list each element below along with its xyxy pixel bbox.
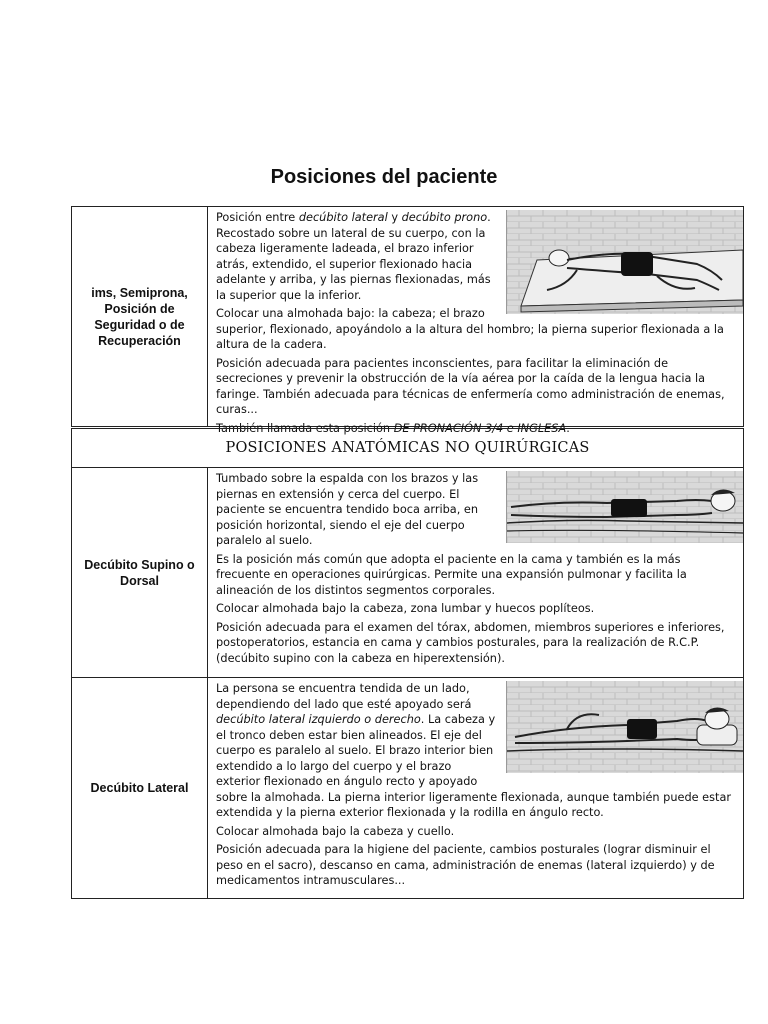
paragraph: Posición adecuada para pacientes inconscientes, para facilitar la eliminación de secreciones y prevenir la obstrucción de la vía aérea por la caída de la lengua hacia la faringe. También adecuada para técnicas de enfermería como administración de enemas, curas...: [216, 356, 725, 416]
illustration-lateral: [506, 681, 743, 773]
emphasis-text: DE PRONACIÓN 3/4 e INGLESA: [393, 421, 567, 435]
text-span: . La cabeza y el tronco deben estar bien alineados. El eje del cuerpo es paralelo al suelo. El brazo interior bien extendido a lo largo del cuerpo y el brazo exterior flexionado en ángulo recto y apoyado sobre la almohada. La pierna interior ligeramente flexionada, aunque también puede estar extendida y la pierna exterior flexionada y la rodilla en ángulo recto.: [216, 713, 732, 819]
position-description: [208, 468, 743, 677]
paragraph: Colocar almohada bajo la cabeza y cuello.: [216, 824, 455, 838]
text-span: También llamada esta posición: [216, 421, 394, 435]
paragraph: Posición adecuada para la higiene del paciente, cambios posturales (lograr disminuir el peso en el sacro), descanso en cama, administración de enemas (lateral izquierdo) y de medicamentos intramusculares...: [216, 843, 715, 887]
position-description: [208, 678, 743, 898]
position-row-lateral: [71, 677, 744, 899]
emphasis-text: decúbito lateral izquierdo o derecho: [216, 713, 421, 726]
emphasis-text: decúbito lateral: [298, 211, 388, 224]
position-row-supine: [71, 467, 744, 678]
position-label: Decúbito Lateral: [72, 678, 208, 898]
illustration-supine: [506, 471, 743, 543]
paragraph: Colocar almohada bajo la cabeza, zona lumbar y huecos poplíteos.: [216, 602, 595, 615]
paragraph: Tumbado sobre la espalda con los brazos y las piernas en extensión y cerca del cuerpo. El paciente se encuentra tendido boca arriba, en posición horizontal, siendo el eje del cuerpo paralelo al suelo.: [216, 472, 479, 547]
text-span: La persona se encuentra tendida de un lado, dependiendo del lado que esté apoyado será: [216, 682, 472, 711]
paragraph: Posición adecuada para el examen del tórax, abdomen, miembros superiores e inferiores, postoperatorios, estancia en cama y cambios posturales, para la realización de R.C.P. (decúbito supino con la cabeza en hiperextensión).: [216, 620, 725, 665]
paragraph: Es la posición más común que adopta el paciente en la cama y también es la más frecuente en operaciones quirúrgicas. Permite una expansión pulmonar y facilita la alineación de los distintos segmentos corporales.: [216, 552, 687, 597]
text-span: y: [387, 211, 402, 224]
position-description: [208, 207, 743, 435]
text-span: .: [566, 421, 570, 435]
illustration-sims: [506, 210, 743, 314]
emphasis-text: decúbito prono: [401, 211, 488, 224]
position-row-sims: [71, 206, 744, 435]
text-span: . Recostado sobre un lateral de su cuerpo, con la cabeza ligeramente ladeada, el brazo inferior atrás, extendido, el superior flexionado hacia adelante y arriba, y las piernas flexionadas, más la superior que la inferior.: [216, 211, 491, 302]
page-title: Posiciones del paciente: [270, 166, 498, 188]
position-label: ims, Semiprona, Posición de Seguridad o de Recuperación: [72, 207, 208, 426]
text-span: Posición entre: [216, 211, 299, 224]
paragraph: Colocar una almohada bajo: la cabeza; el brazo superior, flexionado, apoyándolo a la altura del hombro; la pierna superior flexionada a la altura de la cadera.: [216, 307, 724, 351]
section-header: POSICIONES ANATÓMICAS NO QUIRÚRGICAS: [71, 428, 744, 468]
position-label: Decúbito Supino o Dorsal: [72, 468, 208, 677]
